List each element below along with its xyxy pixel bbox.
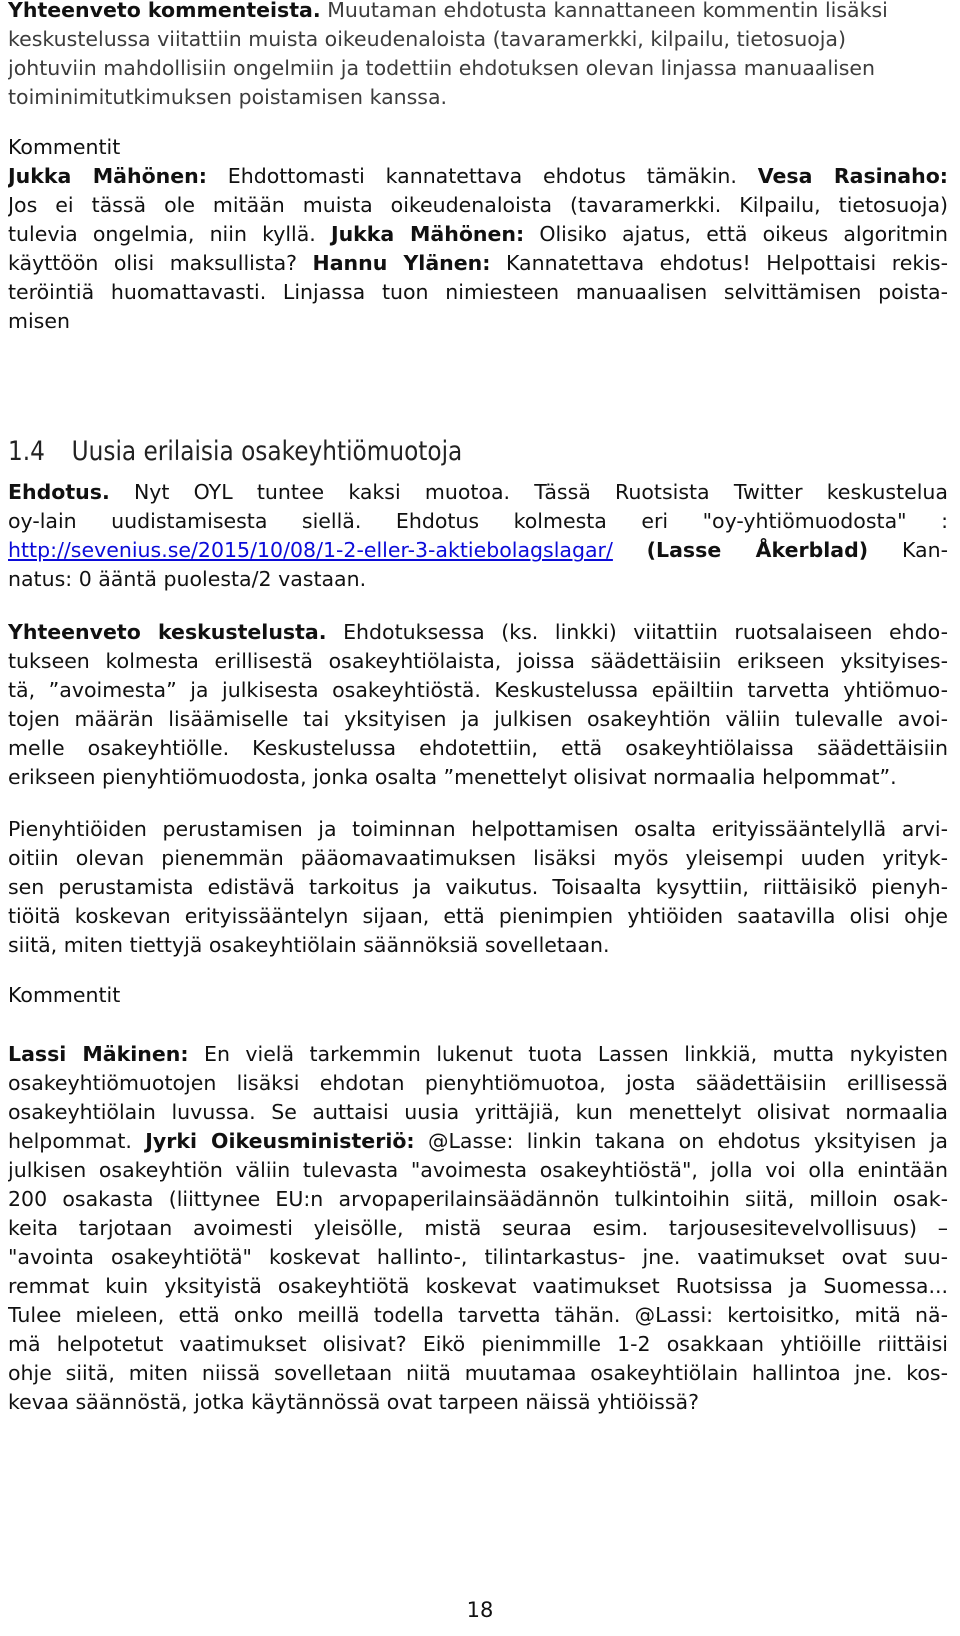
comments-section-2	[8, 1040, 948, 1417]
proposal-paragraph	[8, 478, 948, 594]
summary-line: johtuviin mahdollisiin ongelmiin ja todettiin ehdotuksen olevan linjassa manuaalisen	[8, 56, 876, 80]
discussion-line: tukseen kolmesta erillisestä osakeyhtiölaista, joissa säädettäisiin erikseen yksityises-	[8, 649, 948, 673]
paragraph-line: Pienyhtiöiden perustamisen ja toiminnan helpottamisen osalta erityissääntelyllä arvi-	[8, 817, 948, 841]
comment-text: Olisiko ajatus, että oikeus algoritmin	[524, 222, 948, 246]
paragraph-line: siitä, miten tiettyjä osakeyhtiölain säännöksiä sovelletaan.	[8, 933, 610, 957]
discussion-summary-label: Yhteenveto keskustelusta.	[8, 620, 327, 644]
commenter-name: Lassi Mäkinen:	[8, 1042, 189, 1066]
paragraph-line: sen perustamista edistävä tarkoitus ja vaikutus. Toisaalta kysyttiin, riittäisikö pienyh-	[8, 875, 948, 899]
comment-line: 200 osakasta (liittynee EU:n arvopaperilainsäädännön tulkintoihin siitä, milloin osak-	[8, 1187, 948, 1211]
comment-line: osakeyhtiömuotojen lisäksi ehdotan pienyhtiömuotoa, josta säädettäisiin erillisessä	[8, 1071, 948, 1095]
small-companies-paragraph	[8, 815, 948, 960]
comments-heading: Kommentit	[8, 983, 121, 1007]
commenter-name: Jukka Mähönen:	[330, 222, 525, 246]
proposal-author: (Lasse Åkerblad)	[646, 538, 869, 562]
comment-line: kevaa säännöstä, jotka käytännössä ovat tarpeen näissä yhtiöissä?	[8, 1390, 699, 1414]
comment-text: helpommat.	[8, 1129, 146, 1153]
comment-line: ohje siitä, miten niissä sovelletaan niitä muutamaa osakeyhtiölain hallintoa jne. kos-	[8, 1361, 948, 1385]
proposal-votes: natus: 0 ääntä puolesta/2 vastaan.	[8, 567, 367, 591]
comment-line: Tulee mieleen, että onko meillä todella tarvetta tähän. @Lassi: kertoisitko, mitä nä-	[8, 1303, 948, 1327]
comment-line: mä helpotetut vaatimukset olisivat? Eikö pienimmille 1-2 osakkaan yhtiöille riittäisi	[8, 1332, 948, 1356]
commenter-name: Jukka Mähönen:	[8, 164, 207, 188]
comments-heading: Kommentit	[8, 135, 121, 159]
discussion-line: tä, ”avoimesta” ja julkisesta osakeyhtiöstä. Keskustelussa epäiltiin tarvetta yhtiömuo-	[8, 678, 948, 702]
proposal-line: oy-lain uudistamisesta siellä. Ehdotus kolmesta eri "oy-yhtiömuodosta" :	[8, 509, 948, 533]
proposal-text: Nyt OYL tuntee kaksi muotoa. Tässä Ruotsista Twitter keskustelua	[109, 480, 948, 504]
section-heading	[8, 432, 462, 472]
comment-line: keita tarjotaan avoimesti yleisölle, mistä seuraa esim. tarjousesitevelvollisuus) –	[8, 1216, 948, 1240]
discussion-line: tojen määrän lisäämiselle tai yksityisen ja julkisen osakeyhtiön väliin tulevalle avoi-	[8, 707, 948, 731]
proposal-link[interactable]: http://sevenius.se/2015/10/08/1-2-eller-3-aktiebolagslagar/	[8, 538, 613, 562]
comment-line: misen	[8, 309, 70, 333]
comment-text: Ehdottomasti kannatettava ehdotus tämäkin.	[206, 164, 758, 188]
comment-line: remmat kuin yksityistä osakeyhtiötä koskevat vaatimukset Ruotsissa ja Suomessa...	[8, 1274, 948, 1298]
summary-line: keskustelussa viitattiin muista oikeudenaloista (tavaramerkki, kilpailu, tietosuoja)	[8, 27, 846, 51]
paragraph-line: oitiin olevan pienemmän pääomavaatimuksen lisäksi myös yleisempi uuden yrityk-	[8, 846, 948, 870]
comment-line: teröintiä huomattavasti. Linjassa tuon nimiesteen manuaalisen selvittämisen poista-	[8, 280, 948, 304]
comment-line: "avointa osakeyhtiötä" koskevat hallinto-, tilintarkastus- jne. vaatimukset ovat suu-	[8, 1245, 948, 1269]
summary-text: Muutaman ehdotusta kannattaneen kommentin lisäksi	[320, 0, 888, 22]
comment-line: osakeyhtiölain luvussa. Se auttaisi uusia yrittäjiä, kun menettelyt olisivat normaalia	[8, 1100, 948, 1124]
discussion-summary-paragraph	[8, 618, 948, 792]
summary-label: Yhteenveto kommenteista.	[8, 0, 321, 22]
summary-comments-paragraph	[8, 0, 948, 112]
discussion-line: erikseen pienyhtiömuodosta, jonka osalta ”menettelyt olisivat normaalia helpommat”.	[8, 765, 897, 789]
comment-line: Jos ei tässä ole mitään muista oikeudenaloista (tavaramerkki. Kilpailu, tietosuoja)	[8, 193, 948, 217]
comment-line: julkisen osakeyhtiön väliin tulevasta "avoimesta osakeyhtiöstä", jolla voi olla enintään	[8, 1158, 948, 1182]
discussion-summary-text: Ehdotuksessa (ks. linkki) viitattiin ruotsalaiseen ehdo-	[326, 620, 948, 644]
commenter-name: Jyrki Oikeusministeriö:	[145, 1129, 415, 1153]
section-number: 1.4	[8, 436, 45, 467]
commenter-name: Vesa Rasinaho:	[757, 164, 948, 188]
comment-text: @Lasse: linkin takana on ehdotus yksityisen ja	[414, 1129, 948, 1153]
proposal-label: Ehdotus.	[8, 480, 110, 504]
comments-section-2-heading	[8, 981, 948, 1010]
comment-text: En vielä tarkemmin lukenut tuota Lassen linkkiä, mutta nykyisten	[188, 1042, 948, 1066]
proposal-text: Kan-	[868, 538, 948, 562]
comments-section-1	[8, 133, 948, 336]
summary-line: toiminimitutkimuksen poistamisen kanssa.	[8, 85, 448, 109]
discussion-line: melle osakeyhtiölle. Keskustelussa ehdotettiin, että osakeyhtiölaissa säädettäisiin	[8, 736, 948, 760]
commenter-name: Hannu Ylänen:	[312, 251, 491, 275]
comment-text: tulevia ongelmia, niin kyllä.	[8, 222, 331, 246]
comment-text: Kannatettava ehdotus! Helpottaisi rekis-	[490, 251, 948, 275]
comment-text: käyttöön olisi maksullista?	[8, 251, 313, 275]
page-number: 18	[466, 1598, 494, 1622]
section-title: Uusia erilaisia osakeyhtiömuotoja	[71, 436, 463, 467]
paragraph-line: tiöitä koskevan erityissääntelyn sijaan, että pienimpien yhtiöiden saatavilla olisi ohje	[8, 904, 948, 928]
